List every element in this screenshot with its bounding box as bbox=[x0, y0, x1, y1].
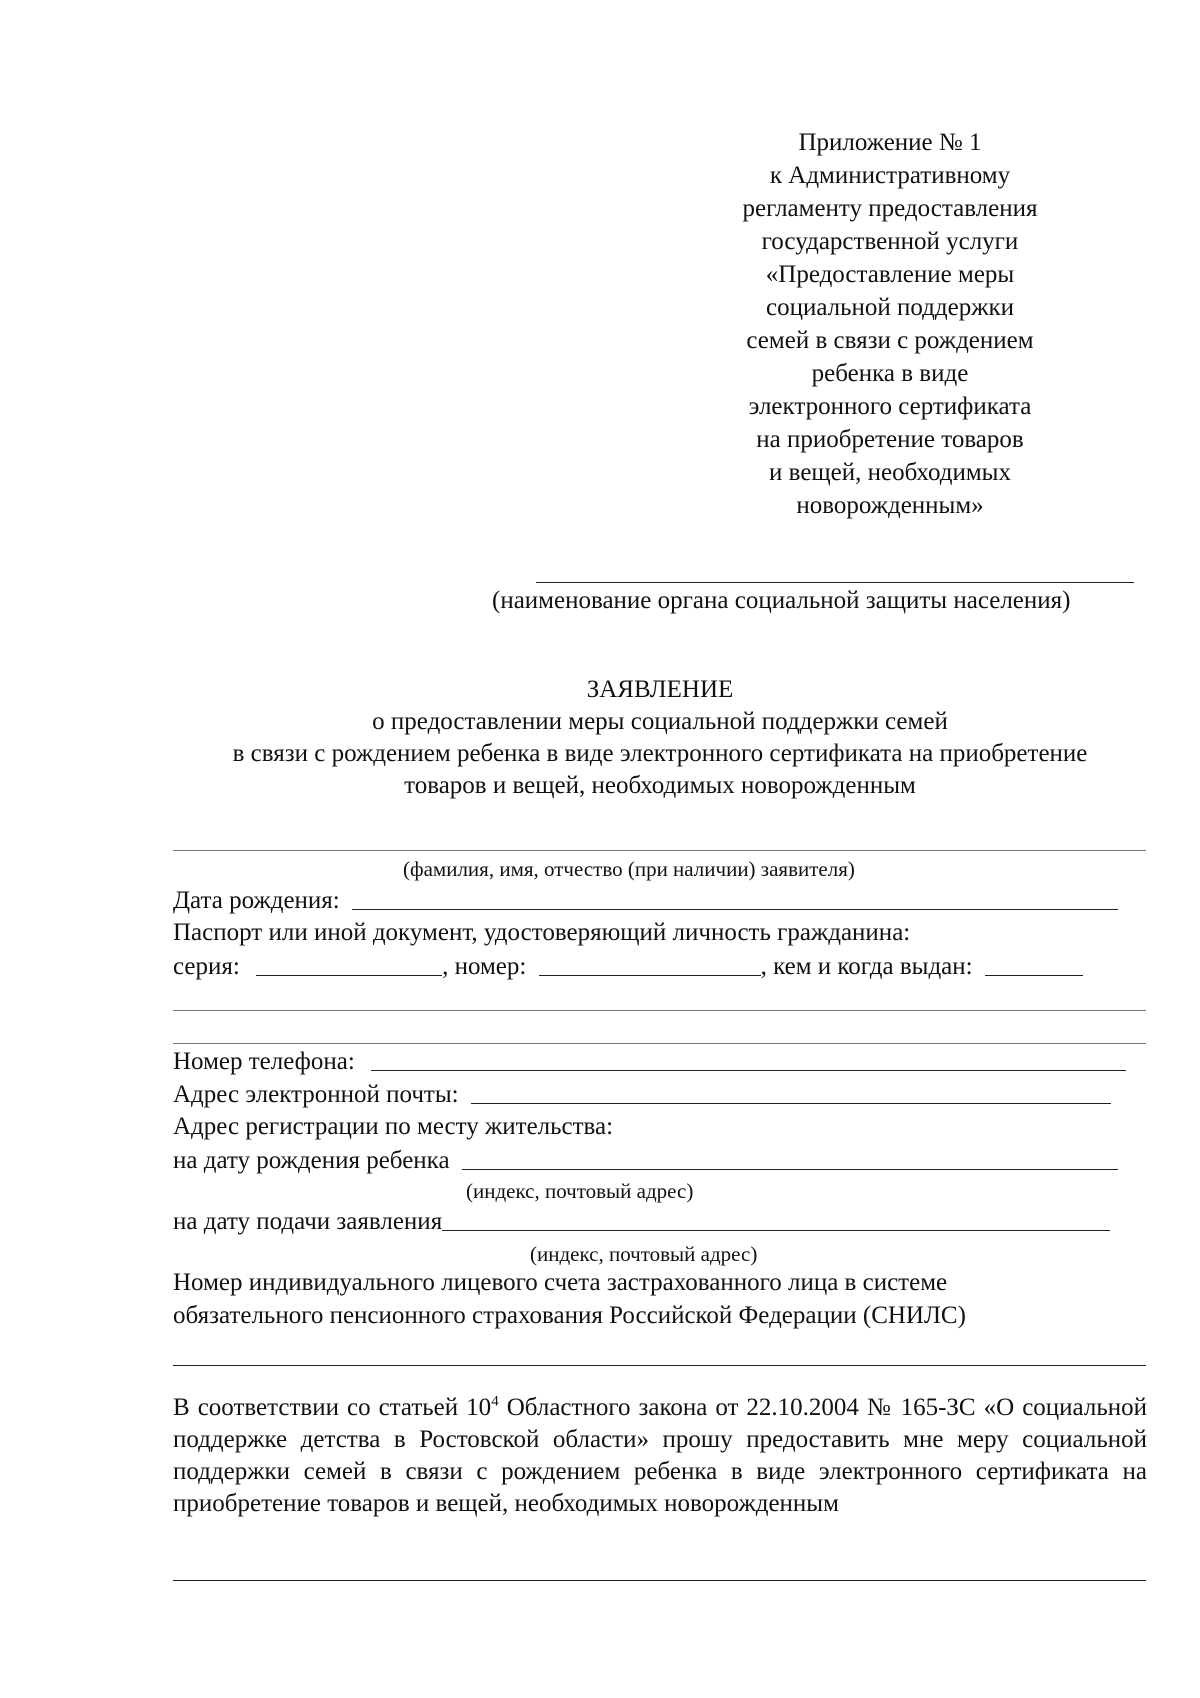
issued-label: , кем и когда выдан: bbox=[760, 953, 973, 980]
on-birth-row bbox=[173, 1145, 1118, 1176]
appendix-line: «Предоставление меры bbox=[765, 261, 1015, 288]
request-field[interactable] bbox=[173, 1580, 1146, 1581]
subtitle-line: в связи с рождением ребенка в виде электронного сертификата на приобретение bbox=[232, 740, 1088, 767]
on-birth-address-field[interactable] bbox=[462, 1145, 1118, 1170]
on-application-label: на дату подачи заявления bbox=[173, 1208, 443, 1235]
email-field[interactable] bbox=[471, 1079, 1111, 1104]
snils-label: Номер индивидуального лицевого счета застрахованного лица в системе bbox=[173, 1269, 948, 1296]
email-row bbox=[173, 1079, 1111, 1110]
appendix-line: новорожденным» bbox=[796, 492, 984, 519]
birth-date-field[interactable] bbox=[352, 885, 1118, 910]
appendix-line: регламенту предоставления bbox=[742, 195, 1038, 222]
on-application-row bbox=[173, 1206, 1110, 1237]
appendix-line: государственной услуги bbox=[761, 228, 1019, 255]
appendix-line: Приложение № 1 bbox=[798, 129, 982, 156]
appendix-line: электронного сертификата bbox=[748, 393, 1032, 420]
appendix-line: и вещей, необходимых bbox=[769, 459, 1011, 486]
series-field[interactable] bbox=[256, 951, 442, 976]
issued-field-continued[interactable] bbox=[173, 1043, 1146, 1044]
snils-field[interactable] bbox=[173, 1365, 1146, 1366]
email-label: Адрес электронной почты: bbox=[173, 1081, 459, 1108]
appendix-line: на приобретение товаров bbox=[756, 426, 1024, 453]
request-paragraph bbox=[173, 1392, 1147, 1520]
authority-caption: (наименование органа социальной защиты населения) bbox=[492, 587, 1071, 614]
address-caption: (индекс, почтовый адрес) bbox=[466, 1179, 694, 1203]
fio-field[interactable] bbox=[173, 850, 1146, 851]
number-label: , номер: bbox=[442, 953, 527, 980]
snils-label: обязательного пенсионного страхования Российской Федерации (СНИЛС) bbox=[173, 1302, 966, 1329]
issued-field[interactable] bbox=[985, 951, 1083, 976]
address-caption: (индекс, почтовый адрес) bbox=[530, 1242, 758, 1266]
phone-label: Номер телефона: bbox=[173, 1048, 355, 1075]
request-text-start: В соответствии со статьей 10 bbox=[173, 1394, 492, 1421]
reg-address-label: Адрес регистрации по месту жительства: bbox=[173, 1113, 614, 1140]
number-field[interactable] bbox=[539, 951, 761, 976]
on-application-address-field[interactable] bbox=[442, 1206, 1110, 1231]
request-text-rest: Областного закона от 22.10.2004 № 165-ЗС «О социальной поддержке детства в Ростовской области» прошу предоставить мне меру социальной поддержки семей в связи с рождением ребенка в виде электронного сертификата на приобретение товаров и вещей, необходимых новорожденным bbox=[173, 1394, 1147, 1517]
series-label: серия: bbox=[173, 953, 240, 980]
birth-date-label: Дата рождения: bbox=[173, 887, 340, 914]
article-superscript: 4 bbox=[491, 1393, 499, 1410]
passport-details-row bbox=[173, 951, 1083, 982]
fio-caption: (фамилия, имя, отчество (при наличии) заявителя) bbox=[403, 857, 855, 881]
appendix-line: ребенка в виде bbox=[811, 360, 969, 387]
phone-field[interactable] bbox=[371, 1046, 1126, 1071]
passport-label: Паспорт или иной документ, удостоверяющий личность гражданина: bbox=[173, 919, 911, 946]
subtitle-line: товаров и вещей, необходимых новорожденным bbox=[404, 772, 916, 799]
document-title: ЗАЯВЛЕНИЕ bbox=[586, 676, 734, 703]
birth-date-row bbox=[173, 885, 1118, 916]
subtitle-line: о предоставлении меры социальной поддержки семей bbox=[372, 708, 948, 735]
appendix-line: социальной поддержки bbox=[765, 294, 1015, 321]
on-birth-label: на дату рождения ребенка bbox=[173, 1147, 450, 1174]
phone-row bbox=[173, 1046, 1126, 1077]
issued-field-continued[interactable] bbox=[173, 1010, 1146, 1011]
appendix-line: семей в связи с рождением bbox=[746, 327, 1034, 354]
appendix-line: к Административному bbox=[769, 162, 1011, 189]
authority-name-line[interactable] bbox=[536, 582, 1134, 583]
